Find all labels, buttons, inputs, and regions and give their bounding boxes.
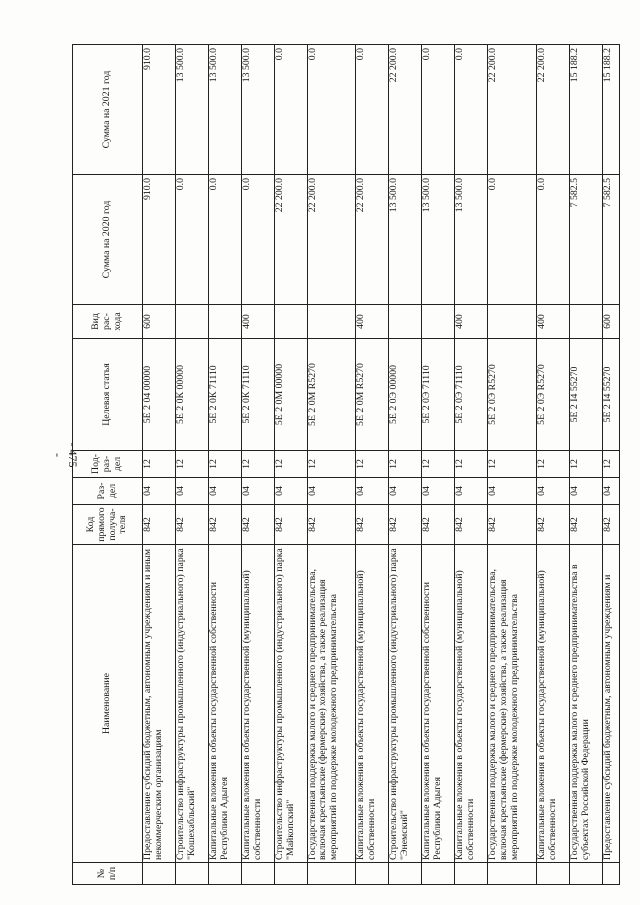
table-row	[143, 45, 176, 885]
row-num	[389, 863, 422, 885]
row-num	[143, 863, 176, 885]
row-sum-2020: 0.0	[488, 175, 537, 305]
header-target: Целевая статья	[73, 339, 143, 451]
row-code: 842	[455, 505, 488, 545]
row-num	[307, 863, 356, 885]
row-code: 842	[422, 505, 455, 545]
row-sum-2021: 0.0	[455, 45, 488, 175]
row-type: 400	[536, 305, 569, 339]
table-row	[602, 45, 619, 885]
row-section: 04	[488, 478, 537, 505]
row-sum-2020: 0.0	[536, 175, 569, 305]
row-num	[536, 863, 569, 885]
row-name: Строительство инфраструктуры промышленного (индустриального) парка "Майкопский"	[274, 545, 307, 863]
row-type	[389, 305, 422, 339]
row-sum-2020: 7 582.5	[602, 175, 619, 305]
row-name: Предоставление субсидий бюджетным, автономным учреждениям и иным некоммерческим организациям	[143, 545, 176, 863]
table-row	[536, 45, 569, 885]
row-subsection: 12	[356, 451, 389, 478]
row-section: 04	[389, 478, 422, 505]
row-type	[422, 305, 455, 339]
row-subsection: 12	[307, 451, 356, 478]
header-subsection: Под-раз-дел	[73, 451, 143, 478]
row-sum-2021: 13 500.0	[208, 45, 241, 175]
row-num	[175, 863, 208, 885]
row-name: Государственная поддержка малого и среднего предпринимательства, включая крестьянские (фермерские) хозяйства, а также реализация мероприятий по поддержке молодежного предпринимательства	[488, 545, 537, 863]
row-sum-2020: 22 200.0	[356, 175, 389, 305]
row-target: 5Е 2 0М R5270	[356, 339, 389, 451]
row-num	[569, 863, 602, 885]
row-num	[356, 863, 389, 885]
table-row	[356, 45, 389, 885]
row-sum-2020: 7 582.5	[569, 175, 602, 305]
row-section: 04	[569, 478, 602, 505]
row-target: 5Е 2 04 00000	[143, 339, 176, 451]
row-sum-2021: 22 200.0	[536, 45, 569, 175]
header-num: № п/п	[73, 863, 143, 885]
row-type: 600	[602, 305, 619, 339]
table-row	[208, 45, 241, 885]
row-subsection: 12	[422, 451, 455, 478]
row-sum-2020: 22 200.0	[274, 175, 307, 305]
row-name: Капитальные вложения в объекты государственной (муниципальной) собственности	[241, 545, 274, 863]
row-target: 5Е 2 0Э 00000	[389, 339, 422, 451]
row-section: 04	[356, 478, 389, 505]
row-sum-2021: 910.0	[143, 45, 176, 175]
row-sum-2021: 0.0	[356, 45, 389, 175]
row-sum-2020: 0.0	[208, 175, 241, 305]
row-section: 04	[455, 478, 488, 505]
row-section: 04	[143, 478, 176, 505]
row-subsection: 12	[143, 451, 176, 478]
row-type	[208, 305, 241, 339]
row-sum-2021: 22 200.0	[488, 45, 537, 175]
row-num	[422, 863, 455, 885]
header-sum-2021: Сумма на 2021 год	[73, 45, 143, 175]
row-sum-2020: 22 200.0	[307, 175, 356, 305]
row-name: Предоставление субсидий бюджетным, автономным учреждениям и	[602, 545, 619, 863]
header-code: Код прямого получа-теля	[73, 505, 143, 545]
row-sum-2020: 0.0	[241, 175, 274, 305]
table-row	[241, 45, 274, 885]
row-type	[569, 305, 602, 339]
row-subsection: 12	[241, 451, 274, 478]
table-row	[307, 45, 356, 885]
row-sum-2021: 13 500.0	[175, 45, 208, 175]
row-name: Государственная поддержка малого и среднего предпринимательства в субъектах Российской Федерации	[569, 545, 602, 863]
row-code: 842	[307, 505, 356, 545]
row-type	[307, 305, 356, 339]
header-type: Вид рас-хода	[73, 305, 143, 339]
table-row	[175, 45, 208, 885]
row-sum-2021: 15 188.2	[569, 45, 602, 175]
table-row	[389, 45, 422, 885]
row-subsection: 12	[488, 451, 537, 478]
row-name: Капитальные вложения в объекты государственной (муниципальной) собственности	[536, 545, 569, 863]
row-subsection: 12	[389, 451, 422, 478]
row-section: 04	[602, 478, 619, 505]
row-code: 842	[389, 505, 422, 545]
table-row	[422, 45, 455, 885]
header-row	[73, 45, 143, 885]
row-target: 5Е 2 0К 00000	[175, 339, 208, 451]
row-sum-2020: 13 500.0	[455, 175, 488, 305]
row-subsection: 12	[208, 451, 241, 478]
row-target: 5Е 2 0М R5270	[307, 339, 356, 451]
row-name: Капитальные вложения в объекты государственной (муниципальной) собственности	[455, 545, 488, 863]
row-sum-2021: 15 188.2	[602, 45, 619, 175]
row-num	[455, 863, 488, 885]
row-code: 842	[241, 505, 274, 545]
budget-table	[72, 44, 620, 885]
row-type: 400	[455, 305, 488, 339]
header-section: Раз-дел	[73, 478, 143, 505]
row-target: 5Е 2 I4 55270	[602, 339, 619, 451]
row-section: 04	[208, 478, 241, 505]
row-num	[208, 863, 241, 885]
row-type: 400	[356, 305, 389, 339]
table-row	[274, 45, 307, 885]
page-number: - 475 -	[51, 442, 80, 468]
row-sum-2020: 0.0	[175, 175, 208, 305]
row-name: Строительство инфраструктуры промышленного (индустриального) парка "Энемский"	[389, 545, 422, 863]
row-name: Капитальные вложения в объекты государственной собственности Республики Адыгея	[208, 545, 241, 863]
row-subsection: 12	[602, 451, 619, 478]
row-section: 04	[536, 478, 569, 505]
row-num	[274, 863, 307, 885]
row-code: 842	[143, 505, 176, 545]
row-subsection: 12	[274, 451, 307, 478]
row-code: 842	[175, 505, 208, 545]
row-section: 04	[241, 478, 274, 505]
row-name: Государственная поддержка малого и среднего предпринимательства, включая крестьянские (фермерские) хозяйства, а также реализация мероприятий по поддержке молодежного предпринимательства	[307, 545, 356, 863]
row-section: 04	[274, 478, 307, 505]
row-sum-2021: 0.0	[274, 45, 307, 175]
row-target: 5Е 2 0К 71110	[208, 339, 241, 451]
row-code: 842	[274, 505, 307, 545]
row-section: 04	[422, 478, 455, 505]
row-type	[488, 305, 537, 339]
row-section: 04	[307, 478, 356, 505]
row-target: 5Е 2 I4 55270	[569, 339, 602, 451]
row-type: 600	[143, 305, 176, 339]
row-sum-2021: 13 500.0	[241, 45, 274, 175]
row-num	[602, 863, 619, 885]
row-type: 400	[241, 305, 274, 339]
table-row	[569, 45, 602, 885]
row-num	[488, 863, 537, 885]
row-target: 5Е 2 0К 71110	[241, 339, 274, 451]
row-target: 5Е 2 0Э R5270	[536, 339, 569, 451]
row-sum-2020: 13 500.0	[389, 175, 422, 305]
header-sum-2020: Сумма на 2020 год	[73, 175, 143, 305]
row-sum-2021: 22 200.0	[389, 45, 422, 175]
row-code: 842	[536, 505, 569, 545]
row-code: 842	[356, 505, 389, 545]
row-num	[241, 863, 274, 885]
row-name: Строительство инфраструктуры промышленного (индустриального) парка "Кошехабльский"	[175, 545, 208, 863]
rotated-table-wrapper	[72, 45, 620, 885]
row-sum-2020: 910.0	[143, 175, 176, 305]
row-type	[175, 305, 208, 339]
row-target: 5Е 2 0Э 71110	[455, 339, 488, 451]
row-name: Капитальные вложения в объекты государственной собственности Республики Адыгея	[422, 545, 455, 863]
header-name: Наименование	[73, 545, 143, 863]
row-code: 842	[569, 505, 602, 545]
row-target: 5Е 2 0Э R5270	[488, 339, 537, 451]
row-code: 842	[602, 505, 619, 545]
row-name: Капитальные вложения в объекты государственной (муниципальной) собственности	[356, 545, 389, 863]
row-code: 842	[208, 505, 241, 545]
row-code: 842	[488, 505, 537, 545]
row-target: 5Е 2 0Э 71110	[422, 339, 455, 451]
row-subsection: 12	[175, 451, 208, 478]
row-subsection: 12	[569, 451, 602, 478]
row-sum-2021: 0.0	[307, 45, 356, 175]
row-sum-2021: 0.0	[422, 45, 455, 175]
table-row	[488, 45, 537, 885]
row-subsection: 12	[455, 451, 488, 478]
row-type	[274, 305, 307, 339]
row-target: 5Е 2 0М 00000	[274, 339, 307, 451]
row-section: 04	[175, 478, 208, 505]
table-row	[455, 45, 488, 885]
row-subsection: 12	[536, 451, 569, 478]
row-sum-2020: 13 500.0	[422, 175, 455, 305]
